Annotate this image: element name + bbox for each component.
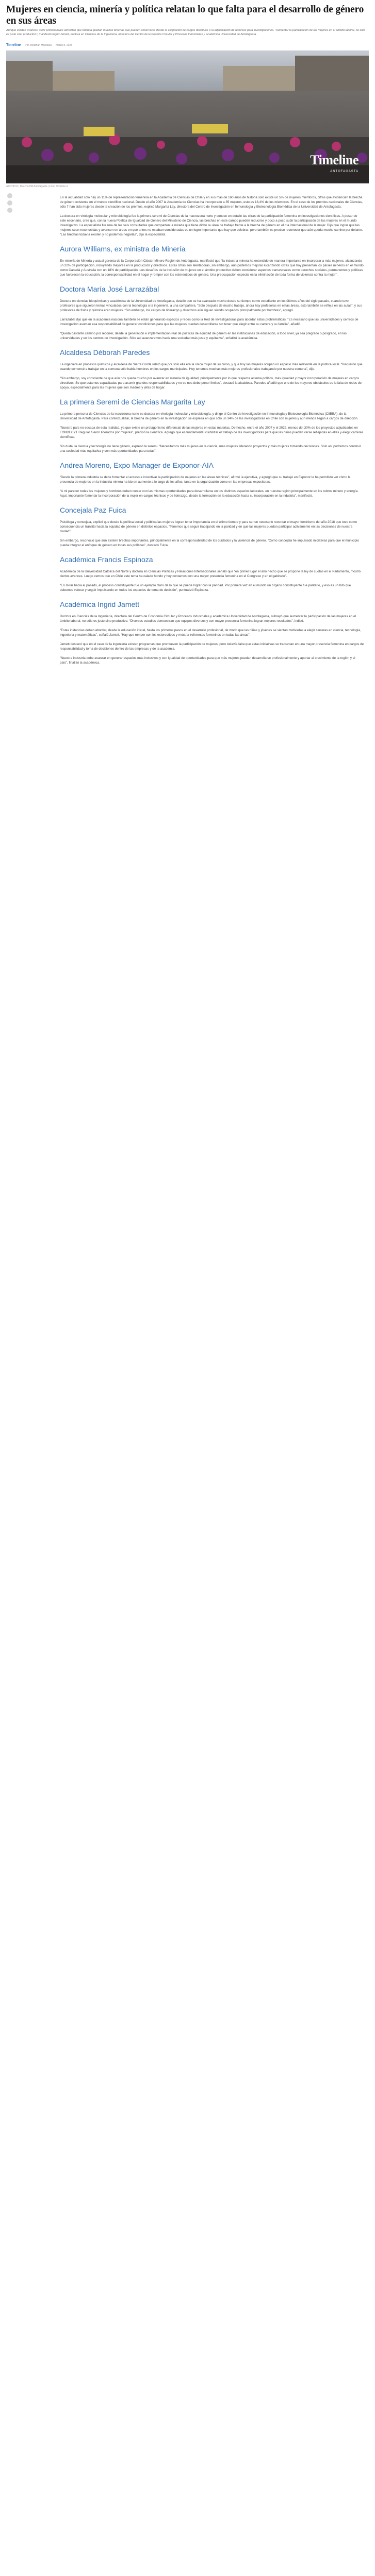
paragraph: Sin embargo, reconoció que aún existen brechas importantes, principalmente en la corresponsabilidad de los cuidados y la violencia de género. “Como concejala he impulsado iniciativas para que el municipio pueda integrar el enfoque de género en todas sus políticas”, destacó Fuica. xyxy=(60,538,359,547)
paragraph: Doctora en Ciencias de la Ingeniería, directora del Centro de Economía Circular y Procesos Industriales y académica Universidad de Antofagasta, subrayó que aumentar la participación de las mujeres en el ámbito laboral, no sólo es justo sino productivo. “Diversos estudios demuestran que equipos diversos y con mayor presencia femenina logran mejores resultados”, indicó. xyxy=(60,614,356,623)
photo-watermark-logo: Timeline xyxy=(310,152,358,167)
photo-watermark-sub: ANTOFAGASTA xyxy=(330,170,358,173)
section-margarita-lay xyxy=(60,397,364,453)
paragraph: “Nuestra industria debe avanzar en generar espacios más inclusivos y con igualdad de oportunidades para que más mujeres puedan desarrollarse profesionalmente y aportar al crecimiento de la región y el país”, finalizó la académica. xyxy=(60,656,355,665)
section-maria-jose-larrazabal xyxy=(60,284,364,341)
section-heading: Académica Ingrid Jamett xyxy=(60,600,140,608)
paragraph: Sin duda, la ciencia y tecnología no tiene género, expresó la seremi. “Necesitamos más mujeres en la ciencia, más mujeres liderando proyectos y más mujeres tomando decisiones. Solo así podremos construir una sociedad más equitativa y con más oportunidades para todas”. xyxy=(60,444,362,453)
paragraph: La ingeniera en procesos químicos y alcaldesa de Sierra Gorda relató que por sólo ella era la única mujer de su curso, y que hoy las mujeres ocupan un espacio más relevante en la política local. “Recuerdo que cuando comencé a trabajar en la comuna sólo había hombres en los cargos municipales. Hoy tenemos muchas más mujeres profesionales trabajando por nuestra comuna”, dijo. xyxy=(60,362,363,371)
section-andrea-moreno xyxy=(60,461,364,498)
photo-caption: ARCHIVO | Marcha 8M Antofagasta | Foto: Timeline.cl xyxy=(6,184,69,188)
article-lead: Aunque existen avances, siete profesionales advierten que todavía quedan muchas brechas que pueden observarse desde la asignación de cargos directivos o la adjudicación de recursos para investigaciones. “Aumentar la participación de las mujeres en el ámbito laboral, no solo es justo sino productivo”, manifestó Ingrid Jamett, doctora en Ciencias de la Ingeniería, directora del Centro de Economía Circular y Procesos Industriales y académica Universidad de Antofagasta. xyxy=(6,29,365,36)
paragraph: “Sin embargo, soy consciente de que aún nos queda mucho por avanzar en materia de igualdad, principalmente por lo que respecta al tema político, más igualdad y mayor incorporación de mujeres en cargos directivos. Se que estamos capacitadas para asumir grandes responsabilidades y no se nos debe poner limites”, destacó la alcaldesa. Paredes añadió que uno de los mayores obstáculos es la falta de redes de apoyo, especialmente para las mujeres que son madres y jefas de hogar. xyxy=(60,376,362,389)
paragraph: “En mirar hacia el pasado, el proceso constituyente fue un ejemplo claro de lo que se puede lograr con la paridad. Por primera vez en el mundo un órgano constituyente fue paritario, y eso es un hito que debemos valorar y seguir impulsando en todos los espacios de toma de decisión”, puntualizó Espinoza. xyxy=(60,583,351,592)
section-heading: Alcaldesa Déborah Paredes xyxy=(60,348,150,357)
section-paz-fuica xyxy=(60,505,364,548)
paragraph: “Queda bastante camino por recorrer, desde la generación e implementación real de políticas de equidad de género en las instituciones de educación, a todo nivel, ya sea pregrado o posgrado, en las universidades y en los centros de investigación. Sólo así avanzaremos hacia una sociedad más justa y equitativa”, enfatizó la académica. xyxy=(60,331,347,340)
paragraph: Larrazábal dijo que en la academia nacional también se están generando espacios y redes como la Red de Investigadoras para abordar estas problemáticas. “Es necesario que las universidades y centros de investigación asuman esa responsabilidad de generar condiciones para que las mujeres puedan desarrollarse sin tener que elegir entre su carrera y su familia”, añadió. xyxy=(60,317,358,326)
section-heading: Aurora Williams, ex ministra de Minería xyxy=(60,244,186,253)
section-0 xyxy=(60,195,364,237)
paragraph: “Nuestro país no escapa de esta realidad, ya que existe un protagonismo diferencial de las mujeres en estas materias. De hecho, entre el año 2007 y el 2022, menos del 30% de los proyectos adjudicados en FONDECYT Regular fueron liderados por mujeres”, precisó la científica. Agregó que es fundamental visibilizar el trabajo de las investigadoras para que las niñas puedan verse reflejadas en ellas y elegir carreras científicas. xyxy=(60,426,364,439)
article-body xyxy=(60,195,364,665)
paragraph: En la actualidad solo hay un 11% de representación femenina en la Academia de Ciencias de Chile y en sus más de 160 años de historia solo existe un 5% de mujeres miembros, cifras que evidencian la brecha de género existente en el mundo científico nacional. Desde el año 2007 la Academia de Ciencias ha incorporado a 35 mujeres, esto es 18,4% de los miembros. En el caso de los premios nacionales de Ciencias, sólo 7 han sido mujeres desde la creación de los premios, explicó Margarita Lay, directora del Centro de Investigación en Inmunología y Biotecnología Biomédica de la Universidad de Antofagasta. xyxy=(60,195,363,209)
paragraph: “A mi parecer todas las mujeres y hombres deben contar con las mismas oportunidades para desarrollarse en los distintos espacios laborales, en nuestra región principalmente en los rubros minero y energía. Aquí, importante fomentar la incorporación de la mujer en cargos técnicos y de liderazgo, desde la formación en la educación hasta su incorporación en la industria”, manifestó. xyxy=(60,489,358,498)
photo-crowd xyxy=(6,106,369,183)
section-ingrid-jamett xyxy=(60,600,364,665)
section-heading: Doctora María José Larrazábal xyxy=(60,284,159,293)
section-francis-espinoza xyxy=(60,555,364,592)
paragraph: “Desde la primera industria se debe fomentar el acceso e incentivar la participación de mujeres en las áreas técnicas”, afirmó la ejecutiva, y agregó que su trabajo en Exponor le ha permitido ver cómo la presencia de mujeres en la industria minera ha ido en aumento a lo largo de los años, tanto en la organización como en las empresas expositoras. xyxy=(60,475,351,484)
paragraph: “Estas instancias deben abordar, desde la educación inicial, hasta los primeros pasos en el desarrollo profesional, de modo que las niñas y jóvenes se sientan motivadas a elegir carreras en ciencia, tecnología, ingeniería y matemáticas”, señaló Jamett. “Hay que romper con los estereotipos y mostrar referentes femeninos en todas las áreas”. xyxy=(60,628,361,637)
paragraph: La doctora en virología molecular y microbiología fue la primera seremi de Ciencias de la macrozona norte y conoce en detalle las cifras de la participación femenina en investigaciones científicas. A pesar de este escenario, cree que, con la nueva Política de Igualdad de Género del Ministerio de Ciencia, las brechas en este campo pueden reducirse y poco a poco subir la participación de las mujeres en el mundo investigativo. La especialista fue una de las seis consultadas que comparten la mirada que tiene dicho su área de trabajo frente a la brecha de género en el día internacional de la mujer. Dijo que lograr que las mujeres sean reconocidas y avancen en áreas en que antes no estaban consideradas es un logro importante que hay que celebrar, pero también es preciso reconocer que aún queda mucho camino por delante. “Las brechas todavía existen y no podemos negarlas”, dijo la especialista. xyxy=(60,214,363,236)
section-heading: La primera Seremi de Ciencias Margarita Lay xyxy=(60,397,205,406)
brand-logo[interactable]: Timeline xyxy=(6,43,21,47)
section-deborah-paredes xyxy=(60,348,364,390)
paragraph: En minería de Minería y actual gerenta de la Corporación Clúster Minero Región de Antofagasta, manifestó que “la industria minera ha entendido de manera importante en incorporar a más mujeres, alcanzando un 22% de participación, incluyendo mayores en la producción y directivos. Estas cifras son alentadoras, sin embargo, aún podemos mejorar alcanzando cifras que hoy presentan los países mineros en el mundo como Canadá y Australia con un 18% de participación. Los desafíos de la inclusión de mujeres en el ámbito productivo deben considerar aspectos transversales como derechos sociales, permanentes y políticas que favorecen la educación, la corresponsabilidad en el hogar y romper con los estereotipos de género. Una preocupación especial es la eliminación de toda forma de violencia contra la mujer”. xyxy=(60,259,364,277)
paragraph: Doctora en ciencias bioquímicas y académica de la Universidad de Antofagasta, detalló que se ha avanzado mucho desde su tiempo como estudiante en los últimos años del siglo pasado, cuando tuvo profesores que siguieron temas vinculados con la tecnología o la ingeniería, a una compañera. “Solo después de mucho trabajo, ahora hay profesoras en estas áreas, esto también se refleja en las aulas”, y sus profesores de física y química eran mujeres. “Sin embargo, los cargos de liderazgo y directivos aún siguen siendo ocupados principalmente por hombres”, agregó. xyxy=(60,299,362,312)
paragraph: Académica de la Universidad Católica del Norte y doctora en Ciencias Políticas y Relaciones Internacionales señaló que “en primer lugar el año hecho que se propone la ley de cuotas en el Parlamento, mostró ciertos avances. Luego vemos que en Chile este tema ha calado hondo y hoy contamos con una mayor presencia femenina en el Congreso y en el gabinete”. xyxy=(60,569,361,578)
article xyxy=(6,4,369,670)
section-heading: Académica Francis Espinoza xyxy=(60,555,153,564)
article-meta xyxy=(6,42,369,48)
article-date: marzo 8, 2023 xyxy=(55,43,72,47)
paragraph: Psicóloga y concejala, explicó que desde la política social y pública las mujeres logran tener importancia en el último tiempo y para ser un necesario recordar el mayor feminismo del año 2018 que tuvo como consecuencia un tránsito hacia la equidad de género en distintos espacios. “Tenemos que seguir trabajando en la paridad y en que las mujeres puedan participar activamente en las decisiones de nuestra ciudad”. xyxy=(60,520,357,533)
hero-photo xyxy=(6,50,369,183)
section-heading: Concejala Paz Fuica xyxy=(60,505,126,514)
article-author[interactable]: Por Jonathan Mondaca xyxy=(25,43,52,47)
paragraph: Jamett destacó que en el caso de la ingeniería existen programas que promueven la participación de mujeres, pero todavía falta que estas iniciativas se traduzcan en una mayor presencia femenina en cargos de responsabilidad y toma de decisiones dentro de las empresas y de la academia. xyxy=(60,642,364,651)
paragraph: La primera persona de Ciencias de la macrozona norte es doctora en virología molecular y microbiología, y dirige el Centro de Investigación en Inmunología y Biotecnología Biomédica (CIIBBA), de la Universidad de Antofagasta. Para contextualizar, la brecha de género en la investigación se expresa en que sólo un 34% de las investigadoras en Chile son mujeres y aún menos llegan a cargos de dirección. xyxy=(60,412,358,420)
article-title: Mujeres en ciencia, minería y política relatan lo que falta para el desarrollo de género en sus áreas xyxy=(6,4,364,26)
section-aurora-williams xyxy=(60,244,364,277)
section-heading: Andrea Moreno, Expo Manager de Exponor-AIA xyxy=(60,461,214,469)
